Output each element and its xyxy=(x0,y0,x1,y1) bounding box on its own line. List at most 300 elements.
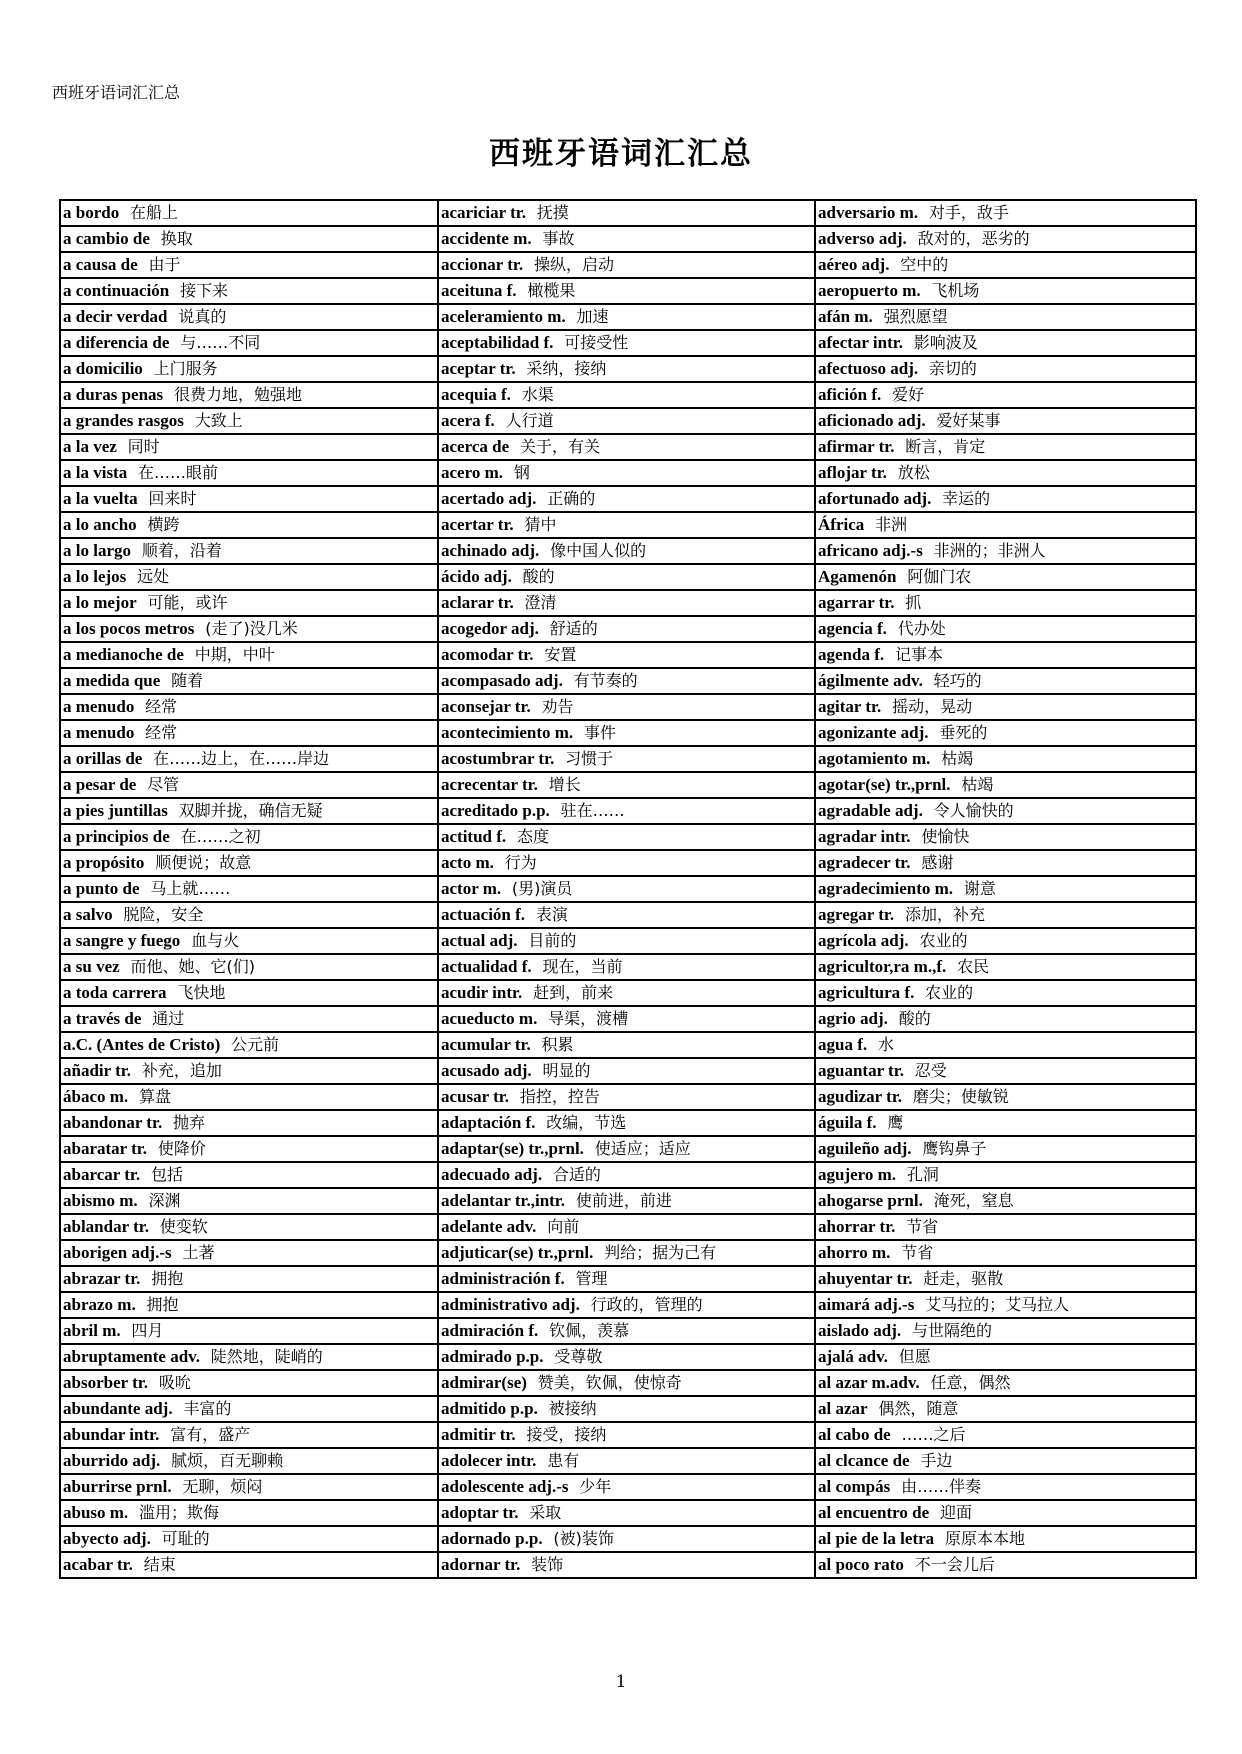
vocab-term: acostumbrar tr. xyxy=(441,749,555,768)
vocab-term: al encuentro de xyxy=(818,1503,930,1522)
vocab-meaning: 垂死的 xyxy=(939,723,988,742)
vocab-meaning: 与世隔绝的 xyxy=(911,1321,992,1340)
vocab-cell xyxy=(438,1266,815,1292)
vocab-term: agujero m. xyxy=(818,1165,897,1184)
vocab-meaning: 拥抱 xyxy=(146,1295,179,1314)
vocab-meaning: 放松 xyxy=(897,463,930,482)
vocab-meaning: 算盘 xyxy=(138,1087,171,1106)
vocab-meaning: 忍受 xyxy=(914,1061,947,1080)
vocab-meaning: 无聊，烦闷 xyxy=(182,1477,263,1496)
vocab-meaning: 血与火 xyxy=(191,931,240,950)
table-row xyxy=(60,278,1196,304)
vocab-cell xyxy=(60,330,438,356)
vocab-cell xyxy=(815,1448,1196,1474)
vocab-meaning: 猜中 xyxy=(524,515,557,534)
vocab-meaning: 断言，肯定 xyxy=(905,437,986,456)
vocab-term: afectuoso adj. xyxy=(818,359,919,378)
vocab-meaning: 鹰钩鼻子 xyxy=(922,1139,987,1158)
vocab-term: agarrar tr. xyxy=(818,593,895,612)
vocab-term: a grandes rasgos xyxy=(63,411,184,430)
vocab-meaning: 土著 xyxy=(182,1243,215,1262)
vocab-cell xyxy=(60,512,438,538)
vocab-term: acontecimiento m. xyxy=(441,723,574,742)
vocab-cell xyxy=(815,668,1196,694)
table-row xyxy=(60,720,1196,746)
vocab-meaning: 可能，或许 xyxy=(147,593,228,612)
table-row xyxy=(60,1370,1196,1396)
vocab-cell xyxy=(815,512,1196,538)
vocab-term: adaptar(se) tr.,prnl. xyxy=(441,1139,584,1158)
vocab-cell xyxy=(438,538,815,564)
vocab-meaning: 安置 xyxy=(544,645,577,664)
vocab-meaning: 正确的 xyxy=(547,489,596,508)
table-row xyxy=(60,538,1196,564)
vocab-term: agradable adj. xyxy=(818,801,923,820)
vocab-cell xyxy=(815,1422,1196,1448)
vocab-cell xyxy=(438,1318,815,1344)
vocab-term: abruptamente adv. xyxy=(63,1347,200,1366)
vocab-term: abyecto adj. xyxy=(63,1529,151,1548)
table-row xyxy=(60,200,1196,226)
vocab-cell xyxy=(815,1292,1196,1318)
vocab-cell xyxy=(815,460,1196,486)
vocab-term: a lo largo xyxy=(63,541,131,560)
vocab-term: actualidad f. xyxy=(441,957,532,976)
vocab-term: adelantar tr.,intr. xyxy=(441,1191,566,1210)
vocab-meaning: ……之后 xyxy=(901,1425,966,1444)
vocab-meaning: 敌对的，恶劣的 xyxy=(917,229,1030,248)
vocab-meaning: 添加，补充 xyxy=(904,905,985,924)
table-row xyxy=(60,1058,1196,1084)
vocab-cell xyxy=(60,1500,438,1526)
vocab-meaning: 使降价 xyxy=(157,1139,206,1158)
vocab-term: a bordo xyxy=(63,203,120,222)
vocab-term: a duras penas xyxy=(63,385,164,404)
vocab-term: africano adj.-s xyxy=(818,541,923,560)
vocab-term: a pesar de xyxy=(63,775,137,794)
vocab-meaning: 陡然地，陡峭的 xyxy=(210,1347,323,1366)
vocab-term: al azar xyxy=(818,1399,868,1418)
table-row xyxy=(60,1136,1196,1162)
vocab-cell xyxy=(815,1006,1196,1032)
vocab-cell xyxy=(60,1162,438,1188)
vocab-term: accionar tr. xyxy=(441,255,524,274)
vocab-term: agrícola adj. xyxy=(818,931,909,950)
vocab-cell xyxy=(815,1214,1196,1240)
vocab-term: aclarar tr. xyxy=(441,593,514,612)
vocab-meaning: 原原本本地 xyxy=(944,1529,1025,1548)
vocab-term: afán m. xyxy=(818,307,873,326)
vocab-cell xyxy=(60,1006,438,1032)
table-row xyxy=(60,876,1196,902)
table-row xyxy=(60,1162,1196,1188)
vocab-term: agotar(se) tr.,prnl. xyxy=(818,775,951,794)
vocab-meaning: 经常 xyxy=(145,697,178,716)
vocab-meaning: 枯竭 xyxy=(961,775,994,794)
vocab-term: abaratar tr. xyxy=(63,1139,148,1158)
vocab-term: acueducto m. xyxy=(441,1009,538,1028)
vocab-meaning: 与……不同 xyxy=(180,333,261,352)
vocab-cell xyxy=(60,590,438,616)
vocab-cell xyxy=(60,928,438,954)
vocab-term: agregar tr. xyxy=(818,905,895,924)
vocab-meaning: 事故 xyxy=(542,229,575,248)
vocab-cell xyxy=(60,1344,438,1370)
vocab-cell xyxy=(815,1058,1196,1084)
vocab-term: acomodar tr. xyxy=(441,645,534,664)
vocab-term: a continuación xyxy=(63,281,170,300)
vocab-cell xyxy=(60,954,438,980)
vocab-cell xyxy=(438,668,815,694)
vocab-cell xyxy=(438,902,815,928)
vocab-meaning: 接下来 xyxy=(180,281,229,300)
vocab-term: acequia f. xyxy=(441,385,511,404)
vocab-term: ácido adj. xyxy=(441,567,512,586)
table-row xyxy=(60,512,1196,538)
vocab-term: adoptar tr. xyxy=(441,1503,519,1522)
vocab-cell xyxy=(60,1422,438,1448)
vocab-meaning: 向前 xyxy=(547,1217,580,1236)
vocab-term: a causa de xyxy=(63,255,138,274)
vocab-cell xyxy=(438,408,815,434)
vocab-term: administración f. xyxy=(441,1269,565,1288)
vocab-meaning: 深渊 xyxy=(148,1191,181,1210)
vocab-cell xyxy=(815,798,1196,824)
vocab-meaning: 包括 xyxy=(150,1165,183,1184)
vocab-cell xyxy=(815,642,1196,668)
vocab-term: a su vez xyxy=(63,957,120,976)
vocab-meaning: 远处 xyxy=(137,567,170,586)
vocab-meaning: 随着 xyxy=(171,671,204,690)
vocab-cell xyxy=(815,538,1196,564)
vocab-meaning: 记事本 xyxy=(894,645,943,664)
table-row xyxy=(60,1266,1196,1292)
page-number: 1 xyxy=(615,1672,627,1692)
vocab-term: acariciar tr. xyxy=(441,203,526,222)
vocab-term: agitar tr. xyxy=(818,697,882,716)
vocab-term: agrio adj. xyxy=(818,1009,888,1028)
vocab-term: al compás xyxy=(818,1477,891,1496)
table-row xyxy=(60,694,1196,720)
vocab-term: afirmar tr. xyxy=(818,437,895,456)
vocab-cell xyxy=(60,1318,438,1344)
vocab-meaning: 在……眼前 xyxy=(138,463,219,482)
vocab-cell xyxy=(815,746,1196,772)
table-row xyxy=(60,1084,1196,1110)
vocab-term: añadir tr. xyxy=(63,1061,132,1080)
vocab-term: aéreo adj. xyxy=(818,255,890,274)
running-header: 西班牙语词汇汇总 xyxy=(52,83,181,102)
vocab-cell xyxy=(438,1448,815,1474)
vocab-meaning: 被接纳 xyxy=(548,1399,597,1418)
vocab-term: admirar(se) xyxy=(441,1373,527,1392)
vocab-meaning: 滥用；欺侮 xyxy=(139,1503,220,1522)
vocab-cell xyxy=(438,824,815,850)
vocab-term: aficionado adj. xyxy=(818,411,926,430)
vocab-meaning: 习惯于 xyxy=(565,749,614,768)
vocab-cell xyxy=(815,408,1196,434)
vocab-cell xyxy=(815,486,1196,512)
vocab-cell xyxy=(60,642,438,668)
vocab-term: ablandar tr. xyxy=(63,1217,149,1236)
vocab-cell xyxy=(60,304,438,330)
vocab-cell xyxy=(60,434,438,460)
table-row xyxy=(60,1032,1196,1058)
table-row xyxy=(60,304,1196,330)
vocab-cell xyxy=(60,382,438,408)
vocab-cell xyxy=(438,642,815,668)
vocab-term: absorber tr. xyxy=(63,1373,148,1392)
vocab-meaning: 判给；据为己有 xyxy=(604,1243,717,1262)
vocab-cell xyxy=(815,1266,1196,1292)
vocabulary-table-body xyxy=(60,200,1196,1578)
vocab-term: abrazar tr. xyxy=(63,1269,141,1288)
vocab-meaning: 经常 xyxy=(145,723,178,742)
vocab-term: a pies juntillas xyxy=(63,801,168,820)
vocab-term: a sangre y fuego xyxy=(63,931,181,950)
vocab-term: agricultura f. xyxy=(818,983,915,1002)
vocab-meaning: 在……之初 xyxy=(180,827,261,846)
table-row xyxy=(60,408,1196,434)
vocab-cell xyxy=(438,1110,815,1136)
vocab-cell xyxy=(60,564,438,590)
vocab-cell xyxy=(815,850,1196,876)
vocab-cell xyxy=(815,902,1196,928)
vocab-meaning: 水 xyxy=(877,1035,894,1054)
vocab-cell xyxy=(60,850,438,876)
vocab-cell xyxy=(438,720,815,746)
vocab-meaning: 上门服务 xyxy=(153,359,218,378)
document-title: 西班牙语词汇汇总 xyxy=(489,136,753,172)
vocab-cell xyxy=(60,1188,438,1214)
vocab-meaning: 合适的 xyxy=(552,1165,601,1184)
vocab-term: adornado p.p. xyxy=(441,1529,543,1548)
vocab-term: a medianoche de xyxy=(63,645,184,664)
vocab-meaning: 尽管 xyxy=(147,775,180,794)
vocab-term: abandonar tr. xyxy=(63,1113,163,1132)
table-row xyxy=(60,356,1196,382)
vocab-meaning: 使愉快 xyxy=(921,827,970,846)
vocab-meaning: 说真的 xyxy=(178,307,227,326)
vocab-meaning: 农业的 xyxy=(925,983,974,1002)
vocab-meaning: 赶走，驱散 xyxy=(923,1269,1004,1288)
vocab-cell xyxy=(815,616,1196,642)
vocab-term: adolecer intr. xyxy=(441,1451,537,1470)
vocab-cell xyxy=(438,460,815,486)
vocab-cell xyxy=(60,278,438,304)
vocab-meaning: 劝告 xyxy=(541,697,574,716)
vocab-cell xyxy=(815,876,1196,902)
vocab-meaning: 非洲 xyxy=(875,515,908,534)
vocab-meaning: 马上就…… xyxy=(150,879,231,898)
table-row xyxy=(60,1500,1196,1526)
vocab-meaning: 同时 xyxy=(127,437,160,456)
vocab-cell xyxy=(815,1344,1196,1370)
vocab-cell xyxy=(438,772,815,798)
vocabulary-table xyxy=(59,199,1197,1579)
vocab-meaning: 飞机场 xyxy=(931,281,980,300)
vocab-cell xyxy=(815,434,1196,460)
vocab-cell xyxy=(60,668,438,694)
vocab-term: a propósito xyxy=(63,853,145,872)
vocab-term: al clcance de xyxy=(818,1451,910,1470)
vocab-term: adecuado adj. xyxy=(441,1165,543,1184)
table-row xyxy=(60,1214,1196,1240)
vocab-meaning: 抛弃 xyxy=(173,1113,206,1132)
vocab-term: adversario m. xyxy=(818,203,919,222)
vocab-term: agudizar tr. xyxy=(818,1087,903,1106)
table-row xyxy=(60,902,1196,928)
vocab-cell xyxy=(60,1084,438,1110)
vocab-meaning: 补充，追加 xyxy=(141,1061,222,1080)
vocab-cell xyxy=(438,1188,815,1214)
vocab-term: acusar tr. xyxy=(441,1087,509,1106)
vocab-cell xyxy=(815,1032,1196,1058)
vocab-cell xyxy=(438,876,815,902)
table-row xyxy=(60,928,1196,954)
vocab-term: a menudo xyxy=(63,697,135,716)
vocab-cell xyxy=(438,850,815,876)
vocab-cell xyxy=(815,1318,1196,1344)
table-row xyxy=(60,798,1196,824)
table-row xyxy=(60,954,1196,980)
vocab-term: adelante adv. xyxy=(441,1217,537,1236)
vocab-meaning: 钢 xyxy=(513,463,530,482)
vocab-cell xyxy=(438,278,815,304)
vocab-meaning: 任意，偶然 xyxy=(930,1373,1011,1392)
vocab-cell xyxy=(438,1214,815,1240)
vocab-cell xyxy=(438,226,815,252)
vocab-meaning: 不一会儿后 xyxy=(914,1555,995,1574)
vocab-cell xyxy=(60,1474,438,1500)
vocab-cell xyxy=(438,382,815,408)
vocab-term: acera f. xyxy=(441,411,495,430)
vocab-term: adolescente adj.-s xyxy=(441,1477,569,1496)
vocab-meaning: 加速 xyxy=(576,307,609,326)
vocab-term: aguantar tr. xyxy=(818,1061,904,1080)
vocab-meaning: 导渠，渡槽 xyxy=(548,1009,629,1028)
vocab-meaning: 空中的 xyxy=(900,255,949,274)
vocab-term: aflojar tr. xyxy=(818,463,887,482)
vocab-cell xyxy=(438,1084,815,1110)
vocab-meaning: 装饰 xyxy=(531,1555,564,1574)
vocab-meaning: 公元前 xyxy=(231,1035,280,1054)
vocab-meaning: 关于，有关 xyxy=(519,437,600,456)
table-row xyxy=(60,1396,1196,1422)
vocab-cell xyxy=(438,590,815,616)
vocab-term: aburrirse prnl. xyxy=(63,1477,172,1496)
vocab-meaning: 顺便说；故意 xyxy=(155,853,252,872)
vocab-cell xyxy=(815,1396,1196,1422)
vocab-meaning: 鹰 xyxy=(887,1113,904,1132)
vocab-term: agricultor,ra m.,f. xyxy=(818,957,947,976)
vocab-term: abril m. xyxy=(63,1321,121,1340)
vocab-meaning: 积累 xyxy=(541,1035,574,1054)
vocab-cell xyxy=(60,876,438,902)
vocab-cell xyxy=(438,1058,815,1084)
vocab-meaning: 现在，当前 xyxy=(542,957,623,976)
vocab-cell xyxy=(60,1136,438,1162)
vocab-cell xyxy=(60,1266,438,1292)
vocab-term: admirado p.p. xyxy=(441,1347,544,1366)
vocab-cell xyxy=(438,1552,815,1578)
vocab-cell xyxy=(60,824,438,850)
vocab-term: admitir tr. xyxy=(441,1425,516,1444)
vocab-meaning: 中期，中叶 xyxy=(194,645,275,664)
vocab-cell xyxy=(60,408,438,434)
vocab-term: admitido p.p. xyxy=(441,1399,538,1418)
vocab-term: a domicilio xyxy=(63,359,143,378)
vocab-term: a lo mejor xyxy=(63,593,137,612)
vocab-cell xyxy=(815,954,1196,980)
vocab-cell xyxy=(60,1370,438,1396)
vocab-cell xyxy=(438,252,815,278)
vocab-cell xyxy=(60,694,438,720)
vocab-cell xyxy=(438,486,815,512)
vocab-term: afición f. xyxy=(818,385,882,404)
vocab-meaning: 使前进，前进 xyxy=(575,1191,672,1210)
vocab-cell xyxy=(60,1396,438,1422)
vocab-cell xyxy=(438,954,815,980)
vocab-term: al azar m.adv. xyxy=(818,1373,920,1392)
vocab-meaning: 对手，敌手 xyxy=(928,203,1009,222)
vocab-meaning: 人行道 xyxy=(505,411,554,430)
vocab-term: ahorrar tr. xyxy=(818,1217,896,1236)
vocab-term: aburrido adj. xyxy=(63,1451,161,1470)
vocab-term: agua f. xyxy=(818,1035,868,1054)
vocab-cell xyxy=(438,1500,815,1526)
vocab-term: a la vista xyxy=(63,463,128,482)
vocab-meaning: 淹死，窒息 xyxy=(933,1191,1014,1210)
vocab-cell xyxy=(438,694,815,720)
vocab-meaning: 赶到，前来 xyxy=(533,983,614,1002)
vocab-meaning: 回来时 xyxy=(148,489,197,508)
table-row xyxy=(60,226,1196,252)
vocab-cell xyxy=(815,226,1196,252)
vocab-cell xyxy=(438,980,815,1006)
vocab-meaning: 孔洞 xyxy=(906,1165,939,1184)
table-row xyxy=(60,434,1196,460)
vocab-term: actitud f. xyxy=(441,827,507,846)
vocab-cell xyxy=(815,1162,1196,1188)
vocab-meaning: 富有，盛产 xyxy=(170,1425,251,1444)
vocab-term: agradar intr. xyxy=(818,827,911,846)
vocab-cell xyxy=(438,1526,815,1552)
vocab-meaning: 明显的 xyxy=(542,1061,591,1080)
vocab-meaning: 横跨 xyxy=(147,515,180,534)
vocab-term: ahorro m. xyxy=(818,1243,891,1262)
vocab-cell xyxy=(815,304,1196,330)
vocab-meaning: 幸运的 xyxy=(942,489,991,508)
vocab-term: acudir intr. xyxy=(441,983,523,1002)
vocab-term: a la vez xyxy=(63,437,117,456)
vocab-term: a los pocos metros xyxy=(63,619,195,638)
vocab-cell xyxy=(60,486,438,512)
vocab-cell xyxy=(815,1188,1196,1214)
vocab-cell xyxy=(438,1162,815,1188)
vocab-meaning: 飞快地 xyxy=(177,983,226,1002)
vocab-cell xyxy=(815,1500,1196,1526)
vocab-term: adaptación f. xyxy=(441,1113,536,1132)
vocab-cell xyxy=(815,1084,1196,1110)
vocab-cell xyxy=(60,1448,438,1474)
vocab-term: abundante adj. xyxy=(63,1399,173,1418)
vocab-meaning: 丰富的 xyxy=(183,1399,232,1418)
vocab-cell xyxy=(815,694,1196,720)
vocab-meaning: 农民 xyxy=(957,957,990,976)
vocab-cell xyxy=(60,1032,438,1058)
vocab-cell xyxy=(815,590,1196,616)
